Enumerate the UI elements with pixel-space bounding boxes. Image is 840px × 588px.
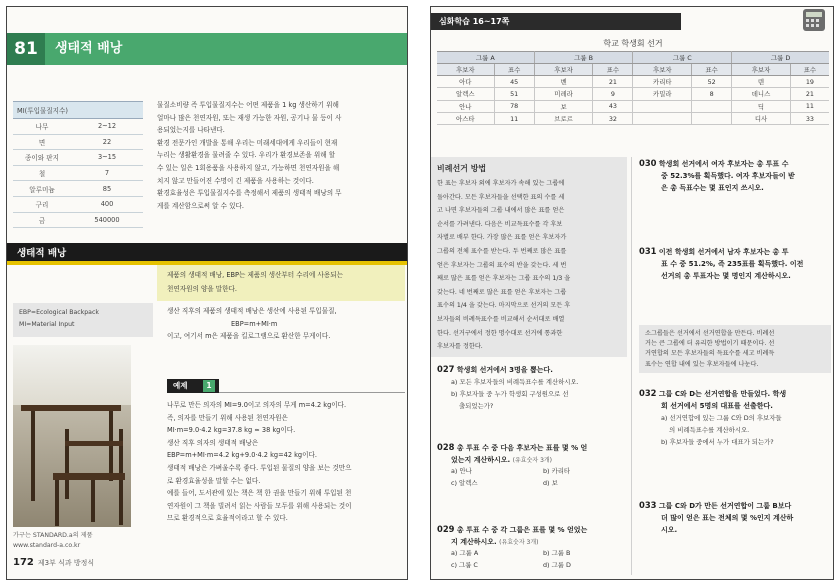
text-line: 용되었는지를 나타낸다. xyxy=(157,126,225,135)
cell: 데니스 xyxy=(732,88,791,100)
option-c: c) 알렉스 xyxy=(451,479,478,487)
cell: 11 xyxy=(790,100,829,112)
option-c: c) 그룹 C xyxy=(451,561,478,569)
info-line: 거는 큰 그룹에 더 유리한 방법이기 때문이다. 선 xyxy=(645,340,775,348)
cell: 33 xyxy=(790,112,829,124)
text-line: 치지 않고 만들어진 수명이 긴 제품을 사용하는 것이다. xyxy=(157,176,314,185)
photo-caption xyxy=(13,531,93,551)
column-header: 후보자 xyxy=(437,64,494,76)
method-line: 후보자를 정한다. xyxy=(437,343,483,351)
chair-photo xyxy=(13,345,131,527)
cell: 아다 xyxy=(437,76,494,88)
option-b: b) 카리타 xyxy=(543,467,571,475)
mi-value: 2~12 xyxy=(71,119,143,135)
table-row xyxy=(13,196,143,212)
question-text: 그룹 C와 D가 만든 선거연합이 그룹 B보다 xyxy=(658,502,792,510)
question-part-a: a) 모든 후보자들의 비례득표수를 계산하시오. xyxy=(451,378,579,386)
table-row xyxy=(13,119,143,135)
text-line: 환경효율성은 투입물질지수를 측정해서 제품의 생태적 배낭의 무 xyxy=(157,189,342,198)
table-row xyxy=(437,100,829,112)
page-number: 172 xyxy=(13,557,34,568)
abbreviation-line: EBP=Ecological Backpack xyxy=(19,309,99,316)
method-box xyxy=(431,157,627,357)
group-header: 그룹 D xyxy=(732,52,829,64)
cell xyxy=(633,112,692,124)
material-name: 면 xyxy=(13,134,71,150)
formula: EBP=m+MI·m xyxy=(231,319,278,328)
photo-window-light xyxy=(13,345,131,405)
text-line: 이고, 여기서 m은 제품을 킬로그램으로 환산한 무게이다. xyxy=(167,332,331,341)
question-text-cont: 표 수 중 51.2%, 즉 235표를 획득했다. 이전 xyxy=(661,260,804,268)
table-row xyxy=(437,112,829,124)
definition-line: 천연자원의 양을 말한다. xyxy=(167,284,237,293)
column-header: 표수 xyxy=(593,64,633,76)
cell: 21 xyxy=(593,76,633,88)
cell: 디사 xyxy=(732,112,791,124)
formula-text xyxy=(167,305,405,343)
mi-value: 400 xyxy=(71,196,143,212)
cell: 브로르 xyxy=(534,112,593,124)
cell xyxy=(633,100,692,112)
cell: 45 xyxy=(494,76,534,88)
question-text: 그룹 C와 D는 선거연합을 만들었다. 학생 xyxy=(658,390,787,398)
cell: 51 xyxy=(494,88,534,100)
method-line: 한 표는 후보자 외에 후보자가 속해 있는 그룹에 xyxy=(437,180,565,187)
question-text-cont: 시오. xyxy=(661,526,678,534)
group-header: 그룹 A xyxy=(437,52,534,64)
mi-table xyxy=(13,101,143,228)
option-b: b) 그룹 B xyxy=(543,549,571,557)
cell xyxy=(692,112,732,124)
question-part-b-cont: 출되었는가? xyxy=(459,402,494,410)
group-header: 그룹 B xyxy=(534,52,633,64)
material-name: 금 xyxy=(13,212,71,228)
text-line: 누리는 생활환경을 물려줄 수 있다. 우리가 환경보존을 위해 할 xyxy=(157,151,336,160)
abbreviation-box xyxy=(13,303,153,337)
question-32 xyxy=(639,387,833,448)
text-line: 예를 들어, 도서관에 있는 책은 책 한 권을 만들기 위해 투입된 천 xyxy=(167,489,352,498)
method-line: 그룹의 전체 표수를 받는다. 두 번째로 많은 표를 xyxy=(437,247,567,255)
right-page xyxy=(430,6,834,580)
question-text: 총 투표 수 중 각 그룹은 표를 몇 % 얻었는 xyxy=(456,526,588,534)
table-row xyxy=(13,134,143,150)
text-line: 물질소비량 즉 투입물질지수는 어떤 제품을 1 kg 생산하기 위해 xyxy=(157,101,339,109)
cell: 아스타 xyxy=(437,112,494,124)
table-row xyxy=(13,212,143,228)
question-text-cont: 회 선거에서 5명의 대표를 선출한다. xyxy=(661,402,773,410)
question-29 xyxy=(437,523,627,579)
column-header: 후보자 xyxy=(534,64,593,76)
question-27 xyxy=(437,363,627,412)
question-part-b: b) 후보자들 중 누가 학생회 구성원으로 선 xyxy=(451,390,569,398)
method-line: 갖는다. 네 번째로 많은 표를 얻은 후보자는 그룹 xyxy=(437,288,567,296)
method-line: 고 나면 후보자들의 그룹 내에서 많은 표를 얻은 xyxy=(437,207,565,215)
column-header: 표수 xyxy=(692,64,732,76)
question-number: 028 xyxy=(437,442,455,452)
chair-leg xyxy=(55,480,59,526)
text-line: 나무로 만든 의자의 MI=9.0이고 의자의 무게 m=4.2 kg이다. xyxy=(167,401,347,409)
question-text-cont: 중 52.3%를 획득했다. 여자 후보자들이 받 xyxy=(661,172,795,180)
cell: 43 xyxy=(593,100,633,112)
text-line: 로 환경효율성을 말할 수는 없다. xyxy=(167,476,261,485)
cell: 21 xyxy=(790,88,829,100)
study-header xyxy=(431,13,681,30)
text-line: 므로 환경적으로 효율적이라고 할 수 있다. xyxy=(167,514,288,523)
table-leg xyxy=(109,411,113,481)
text-line: EBP=m+MI·m=4.2 kg+9.0·4.2 kg=42 kg이다. xyxy=(167,451,317,460)
footer-text: 제3부 식과 방정식 xyxy=(37,559,95,567)
text-line: 생산 직후 의자의 생태적 배낭은 xyxy=(167,438,259,447)
method-line: 자별로 배부 한다. 가장 많은 표를 얻은 후보자가 xyxy=(437,234,567,242)
section-number: 81 xyxy=(7,33,45,65)
cell: 벤 xyxy=(534,76,593,88)
method-line: 째로 많은 표를 얻은 후보자는 그룹 표수의 1/3 을 xyxy=(437,275,571,283)
text-line: MI·m=9.0·4.2 kg=37.8 kg ≈ 38 kg이다. xyxy=(167,426,296,435)
section-title: 생태적 배낭 xyxy=(55,41,123,56)
left-page xyxy=(6,6,408,580)
text-line: 환경 전문가인 개발을 통해 우리는 미래세대에게 우리들이 현재 xyxy=(157,138,338,147)
cell: 미레라 xyxy=(534,88,593,100)
question-number: 031 xyxy=(639,246,657,256)
study-header-text: 심화학습 16~17쪽 xyxy=(439,17,510,26)
question-33 xyxy=(639,499,833,536)
ecological-backpack-bar xyxy=(7,243,408,265)
cell: 카밀라 xyxy=(633,88,692,100)
intro-text xyxy=(157,99,405,212)
cell: 8 xyxy=(692,88,732,100)
method-title: 비례선거 방법 xyxy=(437,164,487,173)
example-label: 예제 xyxy=(173,381,188,390)
question-number: 033 xyxy=(639,500,657,510)
table-row xyxy=(437,88,829,100)
option-a: a) 그룹 A xyxy=(451,549,479,557)
question-part-b: b) 후보자들 중에서 누가 대표가 되는가? xyxy=(661,438,774,446)
info-line: 소그룹들은 선거에서 선거연합을 만든다. 비례선 xyxy=(645,330,775,337)
text-line: 수 있는 일은 1회용품을 사용하지 않고, 가능하면 천연자원을 해 xyxy=(157,163,340,172)
mi-value: 22 xyxy=(71,134,143,150)
bar-title: 생태적 배낭 xyxy=(17,248,67,259)
calculator-icon xyxy=(803,9,825,31)
cell: 안나 xyxy=(437,100,494,112)
chair-seat xyxy=(53,473,125,480)
page-footer xyxy=(13,557,94,568)
option-a: a) 안나 xyxy=(451,467,472,475)
material-name: 종이와 판지 xyxy=(13,150,71,166)
question-note: (유효숫자 3개) xyxy=(512,457,553,464)
info-line: 거연합의 모든 후보자들의 득표수를 세고 비례득 xyxy=(645,350,775,358)
question-28 xyxy=(437,441,627,501)
question-number: 030 xyxy=(639,158,657,168)
question-text-cont: 은 총 득표수는 몇 표인지 쓰시오. xyxy=(661,184,764,192)
column-header: 후보자 xyxy=(633,64,692,76)
table-leg xyxy=(31,411,35,501)
question-text: 학생회 선거에서 3명을 뽑는다. xyxy=(456,366,553,374)
method-line: 순서를 가려낸다. 다음은 비교득표수를 각 후보 xyxy=(437,220,563,228)
question-text: 총 투표 수 중 다음 후보자는 표를 몇 % 얻 xyxy=(456,444,588,452)
example-number: 1 xyxy=(203,380,215,392)
question-number: 029 xyxy=(437,524,455,534)
table-row xyxy=(437,76,829,88)
cell: 딕 xyxy=(732,100,791,112)
mi-value: 3~15 xyxy=(71,150,143,166)
question-30 xyxy=(639,157,833,194)
column-header: 후보자 xyxy=(732,64,791,76)
mi-value: 7 xyxy=(71,165,143,181)
method-line: 얻은 후보자는 그룹의 표수의 반을 갖는다. 세 번 xyxy=(437,261,567,269)
column-header: 표수 xyxy=(790,64,829,76)
question-part-a-cont: 의 비례득표수를 계산하시오. xyxy=(669,426,750,434)
cell: 덴 xyxy=(732,76,791,88)
caption-line: 가구는 STANDARD.a의 제품 xyxy=(13,532,93,539)
question-31 xyxy=(639,245,833,282)
question-note: (유효숫자 3개) xyxy=(499,539,539,546)
question-part-a: a) 선거연합에 있는 그룹 C와 D의 후보자들 xyxy=(661,414,782,422)
option-d: d) 그룹 D xyxy=(543,561,571,569)
cell: 9 xyxy=(593,88,633,100)
method-line: 표수의 1/4 을 갖는다. 마지막으로 선거의 모든 후 xyxy=(437,302,571,310)
cell: 78 xyxy=(494,100,534,112)
cell: 52 xyxy=(692,76,732,88)
section-header xyxy=(7,33,408,65)
material-name: 알루미늄 xyxy=(13,181,71,197)
material-name: 구리 xyxy=(13,196,71,212)
column-divider xyxy=(631,157,632,575)
method-line: 돌아간다. 모든 후보자들을 선택한 표의 수를 세 xyxy=(437,193,565,201)
group-header: 그룹 C xyxy=(633,52,732,64)
info-line: 표수는 연합 내에 있는 후보자들에 나눈다. xyxy=(645,360,759,368)
chair-leg xyxy=(91,480,95,522)
material-name: 나무 xyxy=(13,119,71,135)
cell xyxy=(692,100,732,112)
mi-value: 540000 xyxy=(71,212,143,228)
material-name: 철 xyxy=(13,165,71,181)
method-line: 한다. 선거구에서 정한 명수대로 선거에 통과한 xyxy=(437,329,563,337)
example-text xyxy=(167,399,407,525)
cell: 알렉스 xyxy=(437,88,494,100)
question-text-cont: 선거의 총 투표자는 몇 명인지 계산하시오. xyxy=(661,272,791,280)
question-number: 027 xyxy=(437,364,455,374)
question-text: 학생회 선거에서 여자 후보자는 총 투표 수 xyxy=(658,160,789,168)
example-tag xyxy=(167,379,219,393)
definition-line: 제품의 생태적 배낭, EBP는 제품의 생산부터 수리에 사용되는 xyxy=(167,271,343,279)
cell: 32 xyxy=(593,112,633,124)
table-title: 학교 학생회 선거 xyxy=(603,39,663,48)
mi-table-header: MI(투입물질지수) xyxy=(13,102,143,119)
question-number: 032 xyxy=(639,388,657,398)
question-text-cont: 었는지 계산하시오. xyxy=(451,456,511,464)
question-text-cont: 지 계산하시오. xyxy=(451,538,497,546)
method-line: 보자들의 비례득표수를 비교해서 순서대로 배열 xyxy=(437,315,565,323)
coalition-info-box xyxy=(639,325,831,373)
question-text-cont: 더 많이 얻은 표는 전체의 몇 %인지 계산하 xyxy=(661,514,794,522)
option-d: d) 보 xyxy=(543,479,558,487)
text-line: 생산 직후의 제품의 생태적 배낭은 생산에 사용된 투입물질, xyxy=(167,307,337,315)
caption-line: www.standard-a.co.kr xyxy=(13,542,81,549)
column-header: 표수 xyxy=(494,64,534,76)
definition-box xyxy=(157,265,405,301)
text-line: 게를 계산함으로써 알 수 있다. xyxy=(157,201,244,210)
cell: 19 xyxy=(790,76,829,88)
text-line: 즉, 의자를 만들기 위해 사용된 천연자원은 xyxy=(167,413,288,422)
text-line: 연자원이 그 책을 빌려서 읽는 사람들 모두를 위해 사용되는 것이 xyxy=(167,501,352,510)
election-table xyxy=(437,51,829,125)
table-row xyxy=(13,181,143,197)
text-line: 얼마나 많은 천연자원, 또는 재생 가능한 자원, 공기나 물 등이 사 xyxy=(157,113,342,122)
table-top xyxy=(21,405,121,411)
abbreviation-line: MI=Material Input xyxy=(19,321,75,328)
mi-value: 85 xyxy=(71,181,143,197)
cell: 보 xyxy=(534,100,593,112)
text-line: 생태적 배낭은 가벼울수록 좋다. 투입된 물질의 양을 보는 것만으 xyxy=(167,463,352,472)
question-text: 이전 학생회 선거에서 남자 후보자는 총 투 xyxy=(658,248,789,256)
chair-back-rail xyxy=(65,441,123,446)
table-row xyxy=(13,165,143,181)
cell: 카리타 xyxy=(633,76,692,88)
example-rule xyxy=(219,392,405,393)
cell: 11 xyxy=(494,112,534,124)
table-row xyxy=(13,150,143,166)
chair-back-post xyxy=(65,429,69,499)
